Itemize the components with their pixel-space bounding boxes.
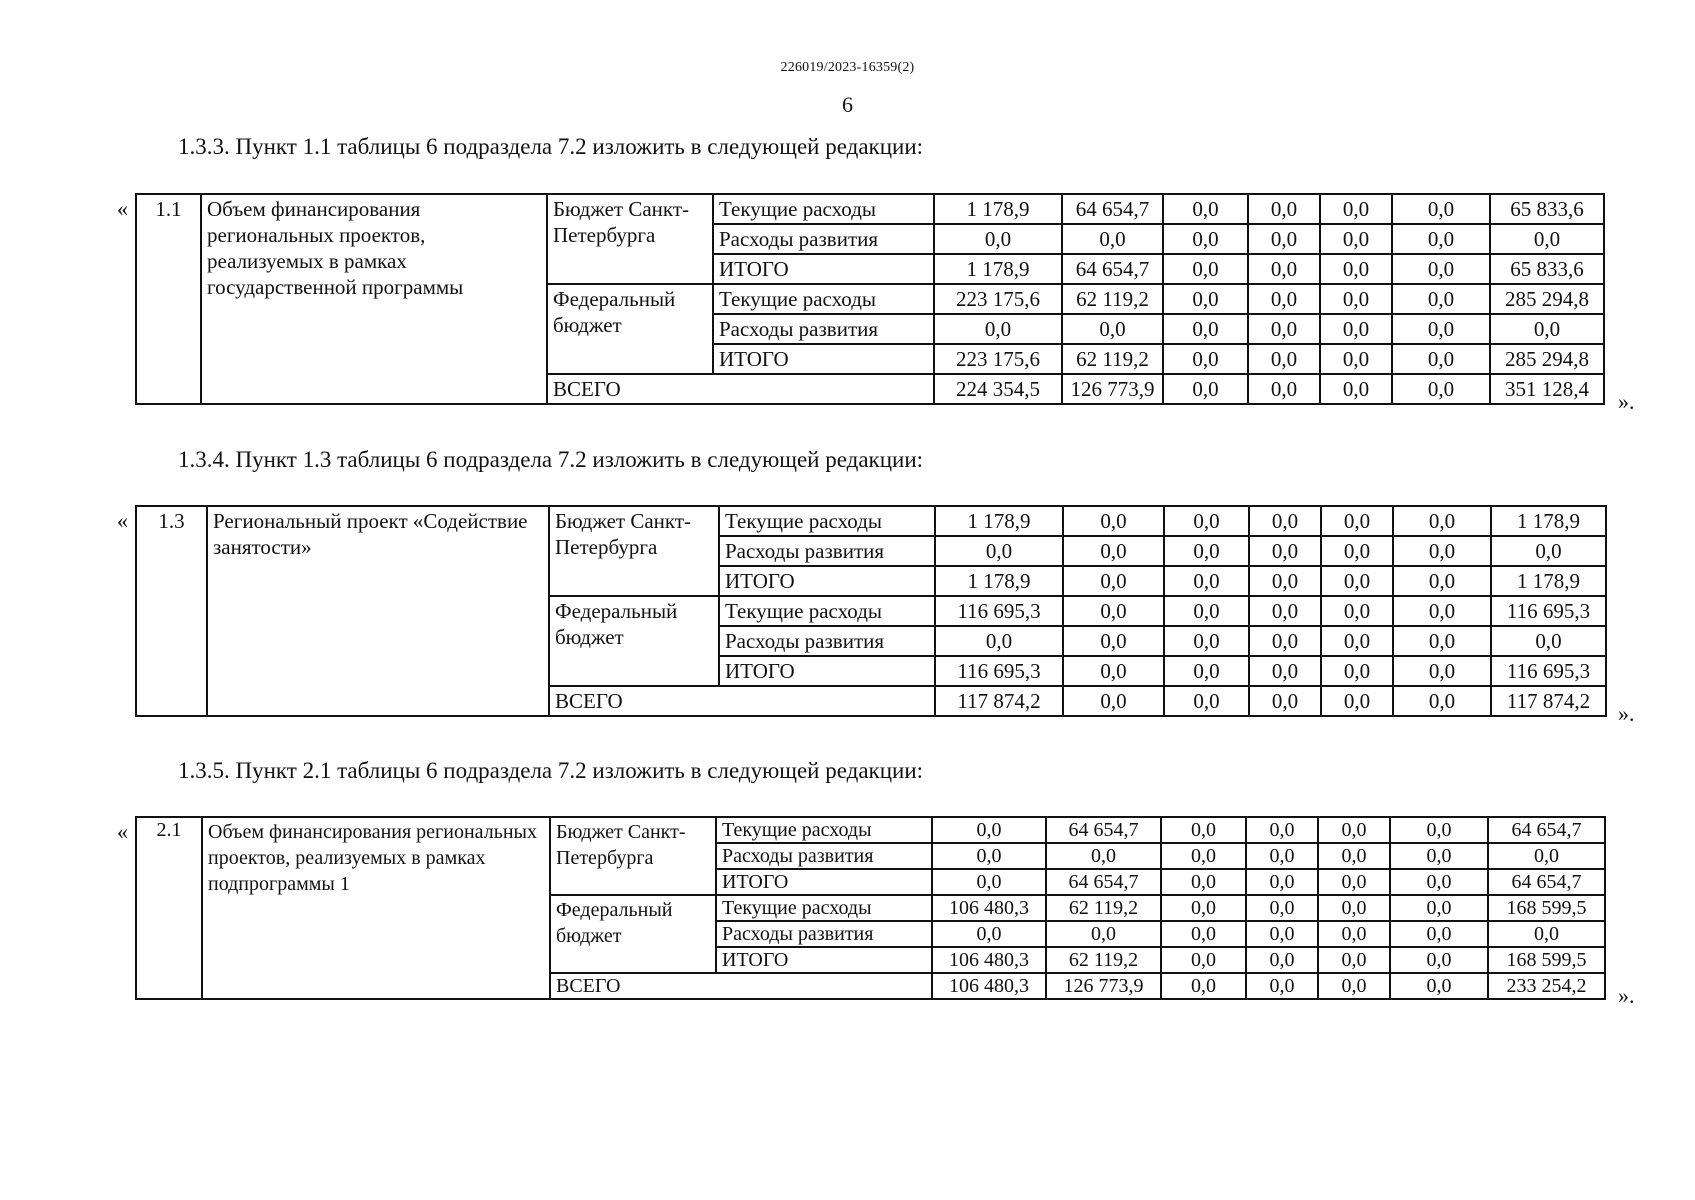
value-cell: 64 654,7 [1062,254,1163,284]
value-cell: 0,0 [1163,254,1248,284]
value-cell: 0,0 [1063,536,1164,566]
funding-table-1 [135,193,1605,405]
expense-type-label: Расходы развития [716,843,932,869]
value-cell: 0,0 [1249,656,1321,686]
value-cell: 1 178,9 [1491,566,1606,596]
table-row [136,506,1606,536]
quote-open-2: « [117,508,128,533]
value-cell: 0,0 [1393,596,1491,626]
expense-type-label: Текущие расходы [713,194,934,224]
value-cell: 0,0 [932,869,1046,895]
value-cell: 0,0 [1161,817,1246,843]
value-cell: 0,0 [1163,344,1248,374]
total-label: ВСЕГО [547,374,934,404]
section-heading-3: 1.3.5. Пункт 2.1 таблицы 6 подраздела 7.2 изложить в следующей редакции: [178,758,924,783]
value-cell: 62 119,2 [1046,947,1161,973]
section-heading-2: 1.3.4. Пункт 1.3 таблицы 6 подраздела 7.2 изложить в следующей редакции: [178,447,924,472]
value-cell: 0,0 [1063,626,1164,656]
value-cell: 0,0 [1390,843,1488,869]
total-value-cell: 0,0 [1248,374,1320,404]
value-cell: 0,0 [1490,314,1604,344]
value-cell: 0,0 [932,921,1046,947]
quote-close-3: ». [1618,983,1635,1008]
page-number: 6 [842,92,853,117]
value-cell: 0,0 [1249,596,1321,626]
value-cell: 0,0 [1163,284,1248,314]
value-cell: 0,0 [1392,284,1490,314]
value-cell: 0,0 [1062,224,1163,254]
expense-type-label: ИТОГО [716,947,932,973]
value-cell: 0,0 [1163,314,1248,344]
expense-type-label: ИТОГО [713,344,934,374]
expense-type-label: ИТОГО [713,254,934,284]
total-value-cell: 0,0 [1393,686,1491,716]
value-cell: 0,0 [1392,314,1490,344]
expense-type-label: Текущие расходы [716,817,932,843]
value-cell: 223 175,6 [934,284,1062,314]
section-heading-1: 1.3.3. Пункт 1.1 таблицы 6 подраздела 7.2 изложить в следующей редакции: [178,134,924,159]
quote-open-1: « [117,196,128,221]
quote-open-3: « [117,819,128,844]
value-cell: 0,0 [1320,194,1392,224]
value-cell: 1 178,9 [935,566,1063,596]
value-cell: 285 294,8 [1490,284,1604,314]
value-cell: 0,0 [1248,344,1320,374]
value-cell: 0,0 [1249,566,1321,596]
value-cell: 64 654,7 [1488,869,1605,895]
value-cell: 0,0 [1488,921,1605,947]
value-cell: 0,0 [1320,254,1392,284]
value-cell: 0,0 [1164,596,1249,626]
value-cell: 0,0 [1488,843,1605,869]
value-cell: 106 480,3 [932,895,1046,921]
total-value-cell: 351 128,4 [1490,374,1604,404]
expense-type-label: ИТОГО [719,656,935,686]
table-row [136,194,1604,224]
value-cell: 0,0 [1390,869,1488,895]
value-cell: 0,0 [1249,536,1321,566]
value-cell: 0,0 [1248,284,1320,314]
expense-type-label: ИТОГО [719,566,935,596]
item-name: Объем финансирования региональных проектов, реализуемых в рамках государственной программы [201,194,547,404]
budget-source: Бюджет Санкт-Петербурга [547,194,713,284]
item-code: 2.1 [136,817,202,999]
total-value-cell: 0,0 [1161,973,1246,999]
expense-type-label: Текущие расходы [719,506,935,536]
value-cell: 0,0 [1320,314,1392,344]
total-value-cell: 0,0 [1249,686,1321,716]
value-cell: 0,0 [1392,344,1490,374]
total-label: ВСЕГО [549,686,935,716]
value-cell: 0,0 [1248,254,1320,284]
value-cell: 0,0 [1318,947,1390,973]
total-value-cell: 0,0 [1320,374,1392,404]
value-cell: 116 695,3 [935,656,1063,686]
value-cell: 0,0 [1246,895,1318,921]
value-cell: 0,0 [1046,921,1161,947]
total-value-cell: 117 874,2 [1491,686,1606,716]
total-label: ВСЕГО [550,973,932,999]
value-cell: 0,0 [934,314,1062,344]
value-cell: 0,0 [1164,536,1249,566]
value-cell: 0,0 [1164,566,1249,596]
expense-type-label: Текущие расходы [719,596,935,626]
total-value-cell: 117 874,2 [935,686,1063,716]
value-cell: 168 599,5 [1488,947,1605,973]
item-name: Региональный проект «Содействие занятости» [207,506,549,716]
value-cell: 0,0 [1318,869,1390,895]
value-cell: 116 695,3 [1491,656,1606,686]
value-cell: 0,0 [1164,626,1249,656]
budget-source: Бюджет Санкт-Петербурга [549,506,719,596]
value-cell: 0,0 [1321,596,1393,626]
value-cell: 0,0 [1249,506,1321,536]
funding-table-2 [135,505,1607,717]
value-cell: 285 294,8 [1490,344,1604,374]
table-row [136,817,1605,843]
value-cell: 1 178,9 [934,254,1062,284]
value-cell: 0,0 [1390,817,1488,843]
value-cell: 0,0 [1161,895,1246,921]
value-cell: 0,0 [1249,626,1321,656]
value-cell: 223 175,6 [934,344,1062,374]
value-cell: 168 599,5 [1488,895,1605,921]
expense-type-label: Расходы развития [716,921,932,947]
item-name: Объем финансирования региональных проектов, реализуемых в рамках подпрограммы 1 [202,817,550,999]
total-value-cell: 224 354,5 [934,374,1062,404]
total-value-cell: 0,0 [1063,686,1164,716]
value-cell: 0,0 [1321,566,1393,596]
value-cell: 0,0 [1161,843,1246,869]
value-cell: 0,0 [1320,224,1392,254]
value-cell: 0,0 [934,224,1062,254]
value-cell: 0,0 [1248,224,1320,254]
budget-source: Федеральный бюджет [549,596,719,686]
total-value-cell: 126 773,9 [1046,973,1161,999]
value-cell: 106 480,3 [932,947,1046,973]
value-cell: 0,0 [1321,536,1393,566]
total-value-cell: 0,0 [1392,374,1490,404]
value-cell: 0,0 [1393,626,1491,656]
total-value-cell: 106 480,3 [932,973,1046,999]
value-cell: 0,0 [1320,344,1392,374]
value-cell: 0,0 [1393,536,1491,566]
value-cell: 0,0 [1390,895,1488,921]
value-cell: 0,0 [935,626,1063,656]
value-cell: 0,0 [1063,506,1164,536]
value-cell: 0,0 [1063,566,1164,596]
value-cell: 0,0 [1063,596,1164,626]
value-cell: 64 654,7 [1488,817,1605,843]
expense-type-label: Текущие расходы [713,284,934,314]
value-cell: 1 178,9 [934,194,1062,224]
value-cell: 0,0 [1390,921,1488,947]
value-cell: 0,0 [1392,194,1490,224]
value-cell: 0,0 [1164,656,1249,686]
value-cell: 0,0 [1318,843,1390,869]
value-cell: 0,0 [1390,947,1488,973]
value-cell: 0,0 [1164,506,1249,536]
value-cell: 116 695,3 [1491,596,1606,626]
funding-table-3 [135,816,1606,1000]
total-value-cell: 0,0 [1321,686,1393,716]
item-code: 1.1 [136,194,201,404]
value-cell: 62 119,2 [1062,284,1163,314]
expense-type-label: Расходы развития [719,626,935,656]
value-cell: 62 119,2 [1062,344,1163,374]
budget-source: Федеральный бюджет [547,284,713,374]
value-cell: 0,0 [1490,224,1604,254]
value-cell: 64 654,7 [1062,194,1163,224]
total-value-cell: 0,0 [1390,973,1488,999]
value-cell: 0,0 [1393,656,1491,686]
budget-source: Федеральный бюджет [550,895,716,973]
value-cell: 0,0 [932,843,1046,869]
total-value-cell: 0,0 [1164,686,1249,716]
value-cell: 1 178,9 [1491,506,1606,536]
value-cell: 0,0 [932,817,1046,843]
value-cell: 0,0 [1046,843,1161,869]
value-cell: 0,0 [1318,895,1390,921]
value-cell: 0,0 [1491,626,1606,656]
value-cell: 0,0 [1063,656,1164,686]
value-cell: 0,0 [1393,566,1491,596]
value-cell: 0,0 [1163,194,1248,224]
value-cell: 0,0 [1246,921,1318,947]
value-cell: 0,0 [1318,817,1390,843]
total-value-cell: 0,0 [1163,374,1248,404]
value-cell: 0,0 [1163,224,1248,254]
value-cell: 64 654,7 [1046,817,1161,843]
total-value-cell: 0,0 [1318,973,1390,999]
value-cell: 0,0 [1246,817,1318,843]
total-value-cell: 126 773,9 [1062,374,1163,404]
value-cell: 0,0 [1246,947,1318,973]
value-cell: 0,0 [1491,536,1606,566]
value-cell: 0,0 [1246,869,1318,895]
value-cell: 64 654,7 [1046,869,1161,895]
total-value-cell: 233 254,2 [1488,973,1605,999]
value-cell: 0,0 [1320,284,1392,314]
value-cell: 0,0 [1321,656,1393,686]
value-cell: 0,0 [1062,314,1163,344]
value-cell: 0,0 [1392,224,1490,254]
value-cell: 65 833,6 [1490,254,1604,284]
value-cell: 116 695,3 [935,596,1063,626]
value-cell: 0,0 [1161,921,1246,947]
expense-type-label: ИТОГО [716,869,932,895]
value-cell: 0,0 [1318,921,1390,947]
item-code: 1.3 [136,506,207,716]
value-cell: 0,0 [1248,194,1320,224]
value-cell: 0,0 [1161,947,1246,973]
value-cell: 0,0 [1321,506,1393,536]
value-cell: 0,0 [1248,314,1320,344]
expense-type-label: Расходы развития [719,536,935,566]
value-cell: 65 833,6 [1490,194,1604,224]
document-registration-number: 226019/2023-16359(2) [780,60,915,75]
value-cell: 1 178,9 [935,506,1063,536]
value-cell: 0,0 [1393,506,1491,536]
value-cell: 62 119,2 [1046,895,1161,921]
value-cell: 0,0 [1161,869,1246,895]
quote-close-1: ». [1618,389,1635,414]
quote-close-2: ». [1618,701,1635,726]
expense-type-label: Расходы развития [713,224,934,254]
expense-type-label: Текущие расходы [716,895,932,921]
expense-type-label: Расходы развития [713,314,934,344]
value-cell: 0,0 [1392,254,1490,284]
value-cell: 0,0 [935,536,1063,566]
budget-source: Бюджет Санкт-Петербурга [550,817,716,895]
value-cell: 0,0 [1321,626,1393,656]
value-cell: 0,0 [1246,843,1318,869]
total-value-cell: 0,0 [1246,973,1318,999]
